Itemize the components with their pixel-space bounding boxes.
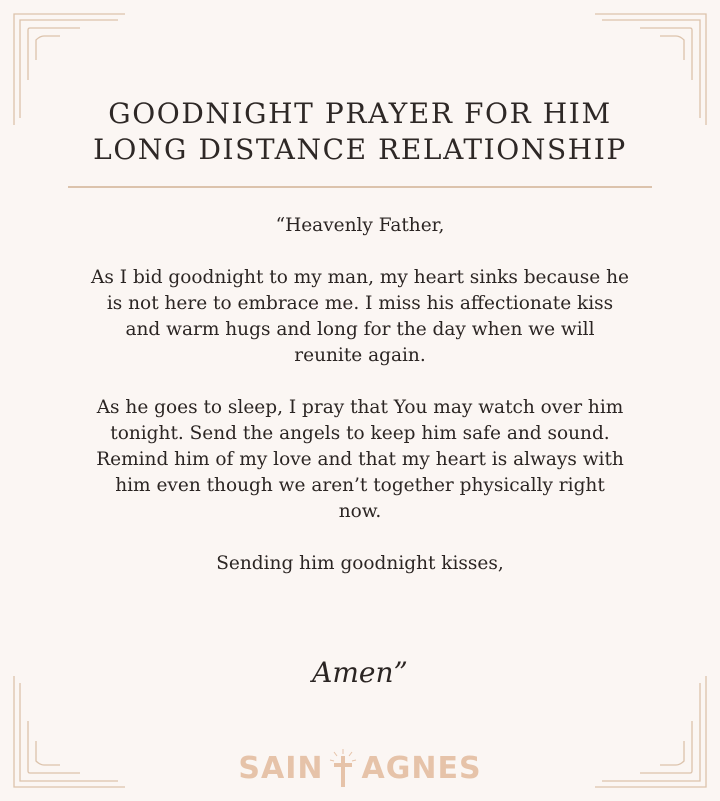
prayer-line: As I bid goodnight to my man, my heart sinks because he — [91, 267, 629, 288]
prayer-line: As he goes to sleep, I pray that You may watch over him — [96, 397, 624, 418]
prayer-closing: Sending him goodnight kisses, — [216, 553, 504, 574]
prayer-line: reunite again. — [294, 345, 426, 366]
prayer-line: tonight. Send the angels to keep him safe and sound. — [110, 423, 610, 444]
brand-logo — [0, 745, 720, 791]
prayer-line: him even though we aren’t together physically right — [115, 475, 605, 496]
logo-text-right: AGNES — [361, 750, 482, 786]
prayer-line: and warm hugs and long for the day when we will — [125, 319, 595, 340]
prayer-closing-block — [62, 551, 658, 577]
prayer-paragraph-1 — [62, 265, 658, 369]
cross-icon — [328, 747, 358, 789]
prayer-line: is not here to embrace me. I miss his affectionate kiss — [106, 293, 614, 314]
logo-text-left: SAIN — [238, 750, 324, 786]
prayer-amen: Amen” — [312, 656, 408, 689]
title-line-2: LONG DISTANCE RELATIONSHIP — [93, 133, 627, 166]
prayer-salutation: “Heavenly Father, — [275, 215, 445, 236]
title-divider — [68, 186, 652, 188]
prayer-line: Remind him of my love and that my heart is always with — [96, 449, 624, 470]
title-line-1: GOODNIGHT PRAYER FOR HIM — [108, 97, 612, 130]
prayer-paragraph-2 — [62, 395, 658, 525]
prayer-line: now. — [338, 501, 382, 522]
prayer-body — [62, 213, 658, 577]
page-title — [0, 96, 720, 168]
